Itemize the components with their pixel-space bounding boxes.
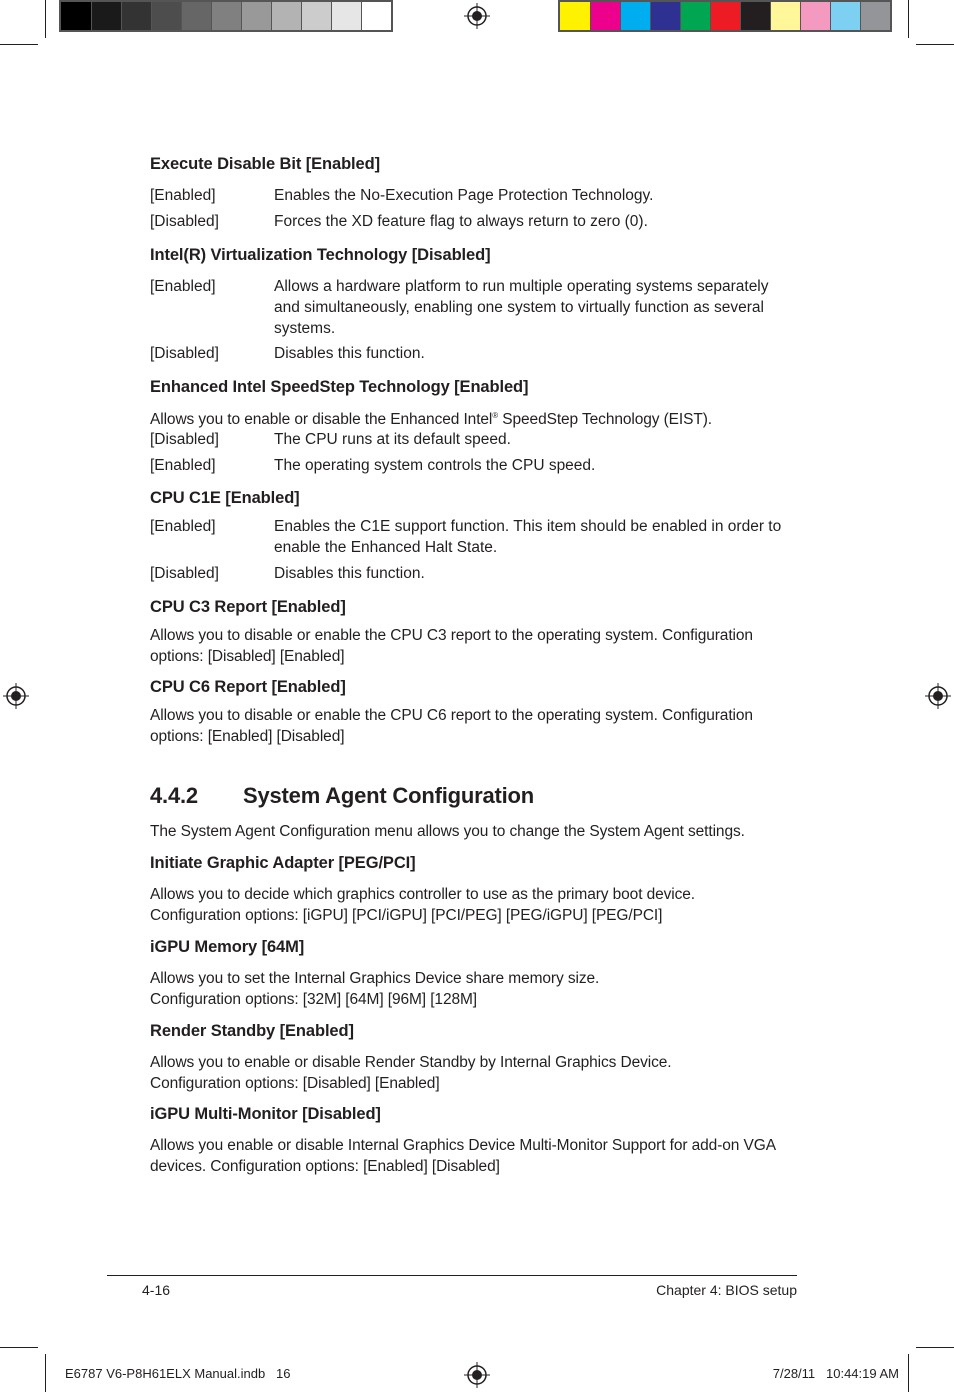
option-key: [Enabled] (150, 457, 216, 474)
option-description: Forces the XD feature flag to always return to zero (0). (274, 213, 648, 230)
gray-swatch (121, 2, 151, 30)
color-swatch (590, 2, 620, 30)
gray-swatch (211, 2, 241, 30)
section-description (150, 705, 800, 747)
color-swatch (830, 2, 860, 30)
section-heading-igpu-memory: iGPU Memory [64M] (150, 938, 305, 956)
gray-swatch (331, 2, 361, 30)
option-description: Enables the No-Execution Page Protection Technology. (274, 187, 654, 204)
option-key: [Enabled] (150, 278, 216, 295)
registration-mark-icon (3, 683, 29, 709)
description-line: Configuration options: [32M] [64M] [96M] [128M] (150, 991, 477, 1008)
option-description: The CPU runs at its default speed. (274, 431, 511, 448)
crop-mark (45, 0, 46, 38)
option-key: [Disabled] (150, 565, 219, 582)
process-color-bar (558, 0, 892, 32)
section-heading-render-standby: Render Standby [Enabled] (150, 1022, 354, 1040)
gray-swatch (181, 2, 211, 30)
section-description (150, 1052, 800, 1094)
section-description (150, 625, 800, 667)
registration-mark-icon (464, 3, 490, 29)
description-line: Configuration options: [Disabled] [Enabled] (150, 1075, 440, 1092)
color-swatch (860, 2, 890, 30)
color-swatch (740, 2, 770, 30)
grayscale-color-bar (59, 0, 393, 32)
slug-timestamp: 7/28/11 10:44:19 AM (772, 1366, 899, 1381)
description-line: Configuration options: [iGPU] [PCI/iGPU] [PCI/PEG] [PEG/iGPU] [PEG/PCI] (150, 907, 663, 924)
section-heading-cpu-c1e: CPU C1E [Enabled] (150, 489, 300, 507)
gray-swatch (361, 2, 391, 30)
page-number: 4-16 (142, 1282, 171, 1298)
crop-mark (0, 1347, 38, 1348)
color-swatch (800, 2, 830, 30)
section-intro: Allows you to enable or disable the Enhanced Intel® SpeedStep Technology (EIST). (150, 411, 713, 428)
option-key: [Enabled] (150, 518, 216, 535)
section-heading-eist: Enhanced Intel SpeedStep Technology [Enabled] (150, 378, 529, 396)
section-heading-igpu-multi-monitor: iGPU Multi-Monitor [Disabled] (150, 1105, 381, 1123)
description-line: options: [Disabled] [Enabled] (150, 648, 345, 665)
description-line: systems. (274, 320, 336, 337)
option-key: [Enabled] (150, 187, 216, 204)
gray-swatch (301, 2, 331, 30)
description-line: Allows you enable or disable Internal Graphics Device Multi-Monitor Support for add-on VGA (150, 1137, 776, 1154)
description-line: Allows you to disable or enable the CPU C6 report to the operating system. Configuration (150, 707, 753, 724)
crop-mark (916, 44, 954, 45)
description-line: options: [Enabled] [Disabled] (150, 728, 345, 745)
section-description (150, 968, 800, 1010)
section-number: 4.4.2 (150, 783, 198, 808)
section-heading-virtualization: Intel(R) Virtualization Technology [Disabled] (150, 246, 491, 264)
section-heading-initiate-graphic-adapter: Initiate Graphic Adapter [PEG/PCI] (150, 854, 416, 872)
crop-mark (908, 0, 909, 38)
description-line: enable the Enhanced Halt State. (274, 539, 498, 556)
color-swatch (620, 2, 650, 30)
option-description: Disables this function. (274, 565, 425, 582)
option-description (274, 516, 794, 558)
description-line: Allows you to decide which graphics controller to use as the primary boot device. (150, 886, 696, 903)
option-key: [Disabled] (150, 345, 219, 362)
gray-swatch (241, 2, 271, 30)
registration-mark-icon (925, 683, 951, 709)
crop-mark (908, 1354, 909, 1392)
section-heading-cpu-c3-report: CPU C3 Report [Enabled] (150, 598, 346, 616)
section-intro: The System Agent Configuration menu allows you to change the System Agent settings. (150, 823, 745, 840)
description-line: Allows you to enable or disable Render Standby by Internal Graphics Device. (150, 1054, 672, 1071)
color-swatch (560, 2, 590, 30)
section-heading-cpu-c6-report: CPU C6 Report [Enabled] (150, 678, 346, 696)
crop-mark (916, 1347, 954, 1348)
description-line: Allows a hardware platform to run multiple operating systems separately (274, 278, 769, 295)
color-swatch (650, 2, 680, 30)
description-line: Enables the C1E support function. This item should be enabled in order to (274, 518, 782, 535)
color-swatch (710, 2, 740, 30)
chapter-label: Chapter 4: BIOS setup (656, 1282, 797, 1298)
registration-mark-icon (464, 1362, 490, 1388)
crop-mark (45, 1354, 46, 1392)
description-line: and simultaneously, enabling one system to virtually function as several (274, 299, 764, 316)
description-line: Allows you to set the Internal Graphics Device share memory size. (150, 970, 600, 987)
option-key: [Disabled] (150, 431, 219, 448)
footer-rule (107, 1275, 797, 1276)
section-title-text: System Agent Configuration (243, 783, 534, 808)
registered-mark: ® (492, 411, 499, 420)
description-line: devices. Configuration options: [Enabled] [Disabled] (150, 1158, 500, 1175)
gray-swatch (151, 2, 181, 30)
gray-swatch (91, 2, 121, 30)
slug-file-name: E6787 V6-P8H61ELX Manual.indb 16 (65, 1366, 291, 1381)
gray-swatch (61, 2, 91, 30)
option-key: [Disabled] (150, 213, 219, 230)
gray-swatch (271, 2, 301, 30)
option-description: Disables this function. (274, 345, 425, 362)
section-description (150, 1135, 800, 1177)
section-heading-execute-disable-bit: Execute Disable Bit [Enabled] (150, 155, 380, 173)
section-title (150, 783, 800, 811)
crop-mark (0, 44, 38, 45)
option-description (274, 276, 794, 339)
description-line: Allows you to disable or enable the CPU C3 report to the operating system. Configuration (150, 627, 753, 644)
color-swatch (680, 2, 710, 30)
section-description (150, 884, 800, 926)
color-swatch (770, 2, 800, 30)
option-description: The operating system controls the CPU speed. (274, 457, 596, 474)
